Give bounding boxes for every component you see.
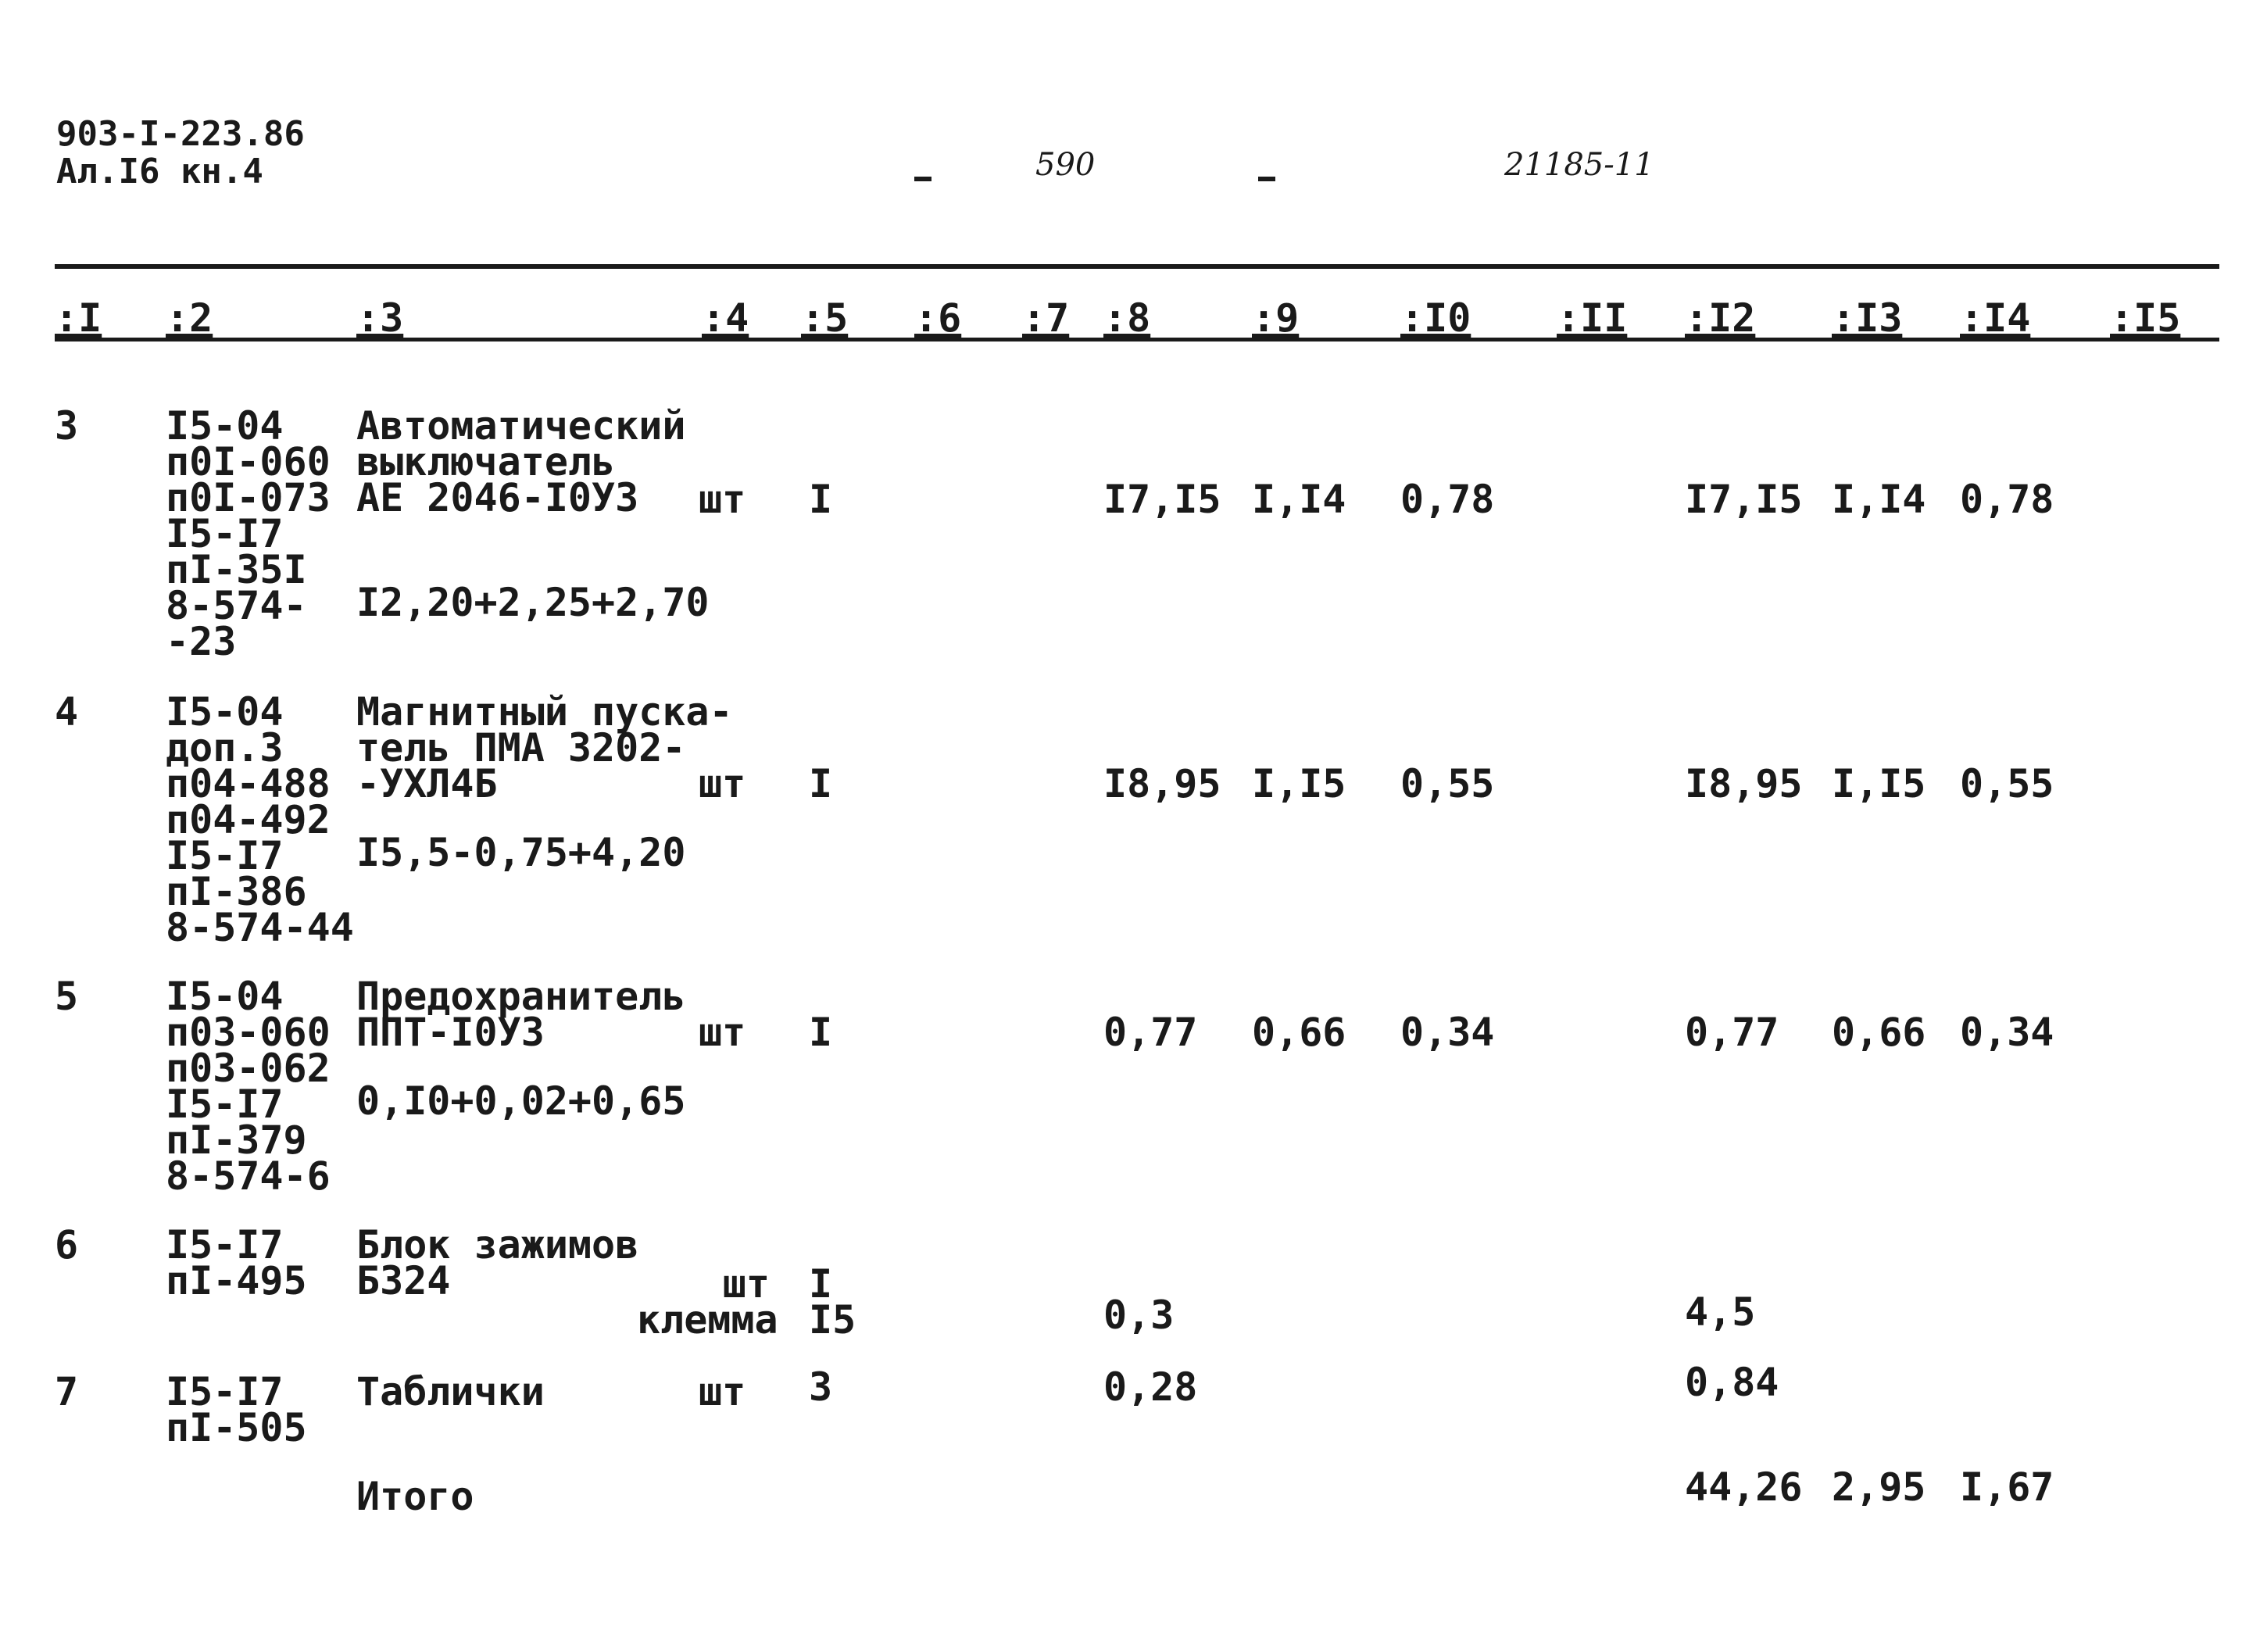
resource-codes: I5-04 доп.3 п04-488 п04-492 I5-I7 пI-386 8-574-44 bbox=[166, 689, 354, 950]
separator-dash bbox=[914, 177, 931, 181]
col13-value: 0,66 bbox=[1832, 1010, 1926, 1055]
col12-value: I8,95 bbox=[1685, 761, 1803, 806]
right-number: 21185-11 bbox=[1504, 147, 1654, 183]
center-number: 590 bbox=[1035, 147, 1096, 183]
price-formula: I2,20+2,25+2,70 bbox=[356, 580, 710, 625]
column-header-14: :I4 bbox=[1960, 295, 2031, 341]
col9-value: I,I5 bbox=[1252, 761, 1346, 806]
item-name: Автоматический выключатель АЕ 2046-I0У3 bbox=[356, 403, 686, 520]
sheet-book-label: Ал.I6 кн.4 bbox=[56, 152, 263, 191]
row-number: 5 bbox=[55, 974, 79, 1019]
resource-codes: I5-04 п0I-060 п0I-073 I5-I7 пI-35I 8-574- -23 bbox=[166, 403, 331, 664]
total-col13: 2,95 bbox=[1832, 1464, 1926, 1510]
top-rule bbox=[55, 264, 2219, 269]
col13-value: I,I5 bbox=[1832, 761, 1926, 806]
unit: шт bbox=[699, 1369, 746, 1414]
col12-value: I7,I5 bbox=[1685, 477, 1803, 522]
col10-value: 0,34 bbox=[1400, 1010, 1495, 1055]
row-number: 3 bbox=[55, 403, 79, 449]
item-name: Предохранитель ППТ-I0У3 bbox=[356, 974, 686, 1055]
total-col14: I,67 bbox=[1960, 1464, 2054, 1510]
resource-codes: I5-04 п03-060 п03-062 I5-I7 пI-379 8-574-6 bbox=[166, 974, 331, 1199]
column-header-1: :I bbox=[55, 295, 102, 341]
col8-value: I8,95 bbox=[1103, 761, 1221, 806]
column-header-9: :9 bbox=[1252, 295, 1300, 341]
row-number: 4 bbox=[55, 689, 79, 735]
column-header-12: :I2 bbox=[1685, 295, 1756, 341]
quantity: 3 bbox=[809, 1364, 833, 1410]
resource-codes: I5-I7 пI-495 bbox=[166, 1222, 307, 1303]
unit: шт bbox=[699, 761, 746, 806]
col10-value: 0,55 bbox=[1400, 761, 1495, 806]
col8-value: 0,28 bbox=[1103, 1364, 1198, 1410]
resource-codes: I5-I7 пI-505 bbox=[166, 1369, 307, 1450]
col12-value: 0,77 bbox=[1685, 1010, 1779, 1055]
total-col12: 44,26 bbox=[1685, 1464, 1803, 1510]
column-header-11: :II bbox=[1557, 295, 1628, 341]
col14-value: 0,78 bbox=[1960, 477, 2054, 522]
col9-value: 0,66 bbox=[1252, 1010, 1346, 1055]
quantity: I bbox=[809, 1010, 833, 1055]
row-number: 7 bbox=[55, 1369, 79, 1414]
document-code: 903-I-223.86 bbox=[56, 114, 305, 154]
quantity: I I5 bbox=[809, 1261, 856, 1343]
quantity: I bbox=[809, 477, 833, 522]
col14-value: 0,55 bbox=[1960, 761, 2054, 806]
column-header-4: :4 bbox=[702, 295, 749, 341]
column-header-6: :6 bbox=[914, 295, 962, 341]
col8-value: I7,I5 bbox=[1103, 477, 1221, 522]
separator-dash bbox=[1258, 177, 1275, 181]
col9-value: I,I4 bbox=[1252, 477, 1346, 522]
column-header-3: :3 bbox=[356, 295, 404, 341]
item-name: Магнитный пуска- тель ПМА 3202- -УХЛ4Б bbox=[356, 689, 733, 806]
column-header-10: :I0 bbox=[1400, 295, 1471, 341]
quantity: I bbox=[809, 761, 833, 806]
total-label: Итого bbox=[356, 1474, 474, 1519]
unit: шт клемма bbox=[637, 1261, 778, 1343]
item-name: Таблички bbox=[356, 1369, 545, 1414]
col10-value: 0,78 bbox=[1400, 477, 1495, 522]
row-number: 6 bbox=[55, 1222, 79, 1268]
col13-value: I,I4 bbox=[1832, 477, 1926, 522]
price-formula: 0,I0+0,02+0,65 bbox=[356, 1078, 686, 1124]
column-header-5: :5 bbox=[801, 295, 849, 341]
price-formula: I5,5-0,75+4,20 bbox=[356, 830, 686, 875]
col12-value: 0,84 bbox=[1685, 1360, 1779, 1405]
unit: шт bbox=[699, 477, 746, 522]
item-name: Блок зажимов Б324 bbox=[356, 1222, 639, 1303]
column-header-2: :2 bbox=[166, 295, 213, 341]
unit: шт bbox=[699, 1010, 746, 1055]
col8-value: 0,3 bbox=[1103, 1293, 1175, 1338]
col8-value: 0,77 bbox=[1103, 1010, 1198, 1055]
column-header-7: :7 bbox=[1022, 295, 1070, 341]
col12-value: 4,5 bbox=[1685, 1289, 1756, 1335]
column-header-15: :I5 bbox=[2110, 295, 2181, 341]
column-header-13: :I3 bbox=[1832, 295, 1903, 341]
column-header-8: :8 bbox=[1103, 295, 1151, 341]
col14-value: 0,34 bbox=[1960, 1010, 2054, 1055]
